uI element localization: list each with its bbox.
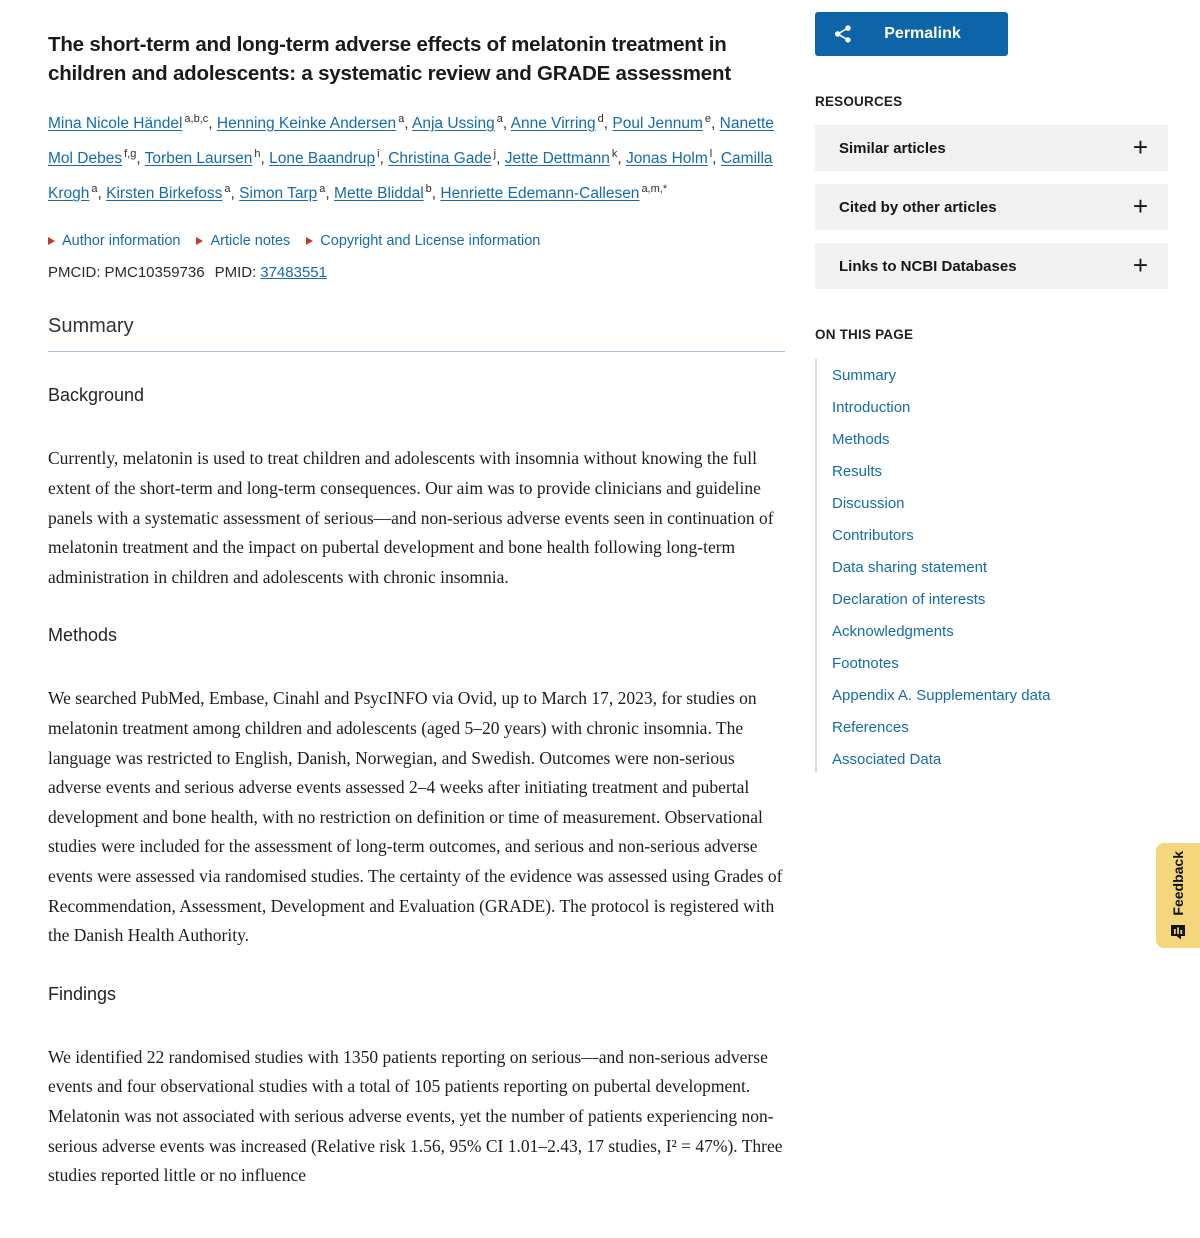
author-link[interactable]: Jette Dettmann [504,150,610,168]
meta-link-copyright-and-license-information[interactable] [306,233,540,249]
author-affiliation-sup: a,m,* [641,183,668,196]
author-affiliation-sup: a [496,113,503,125]
author-affiliation-sup: a [398,113,405,125]
section-paragraph-background: Currently, melatonin is used to treat children and adolescents with insomnia without knowing the full extent of the short-term and long-term consequences. Our aim was to provide clinicians and guideline panels with a systematic assessment of serious—and non-serious adverse events seen in continuation of melatonin treatment and the impact on pubertal development and bone health following long-term administration in children and adolescents with chronic insomnia. [48,448,774,587]
author-link[interactable]: Anne Virring [510,115,596,133]
author-affiliation-sup: a [91,183,98,196]
nav-item-data-sharing-statement[interactable]: Data sharing statement [832,559,988,576]
permalink-button[interactable] [815,12,1008,56]
nav-item-footnotes[interactable]: Footnotes [832,655,899,672]
feedback-label: Feedback [1170,850,1186,916]
accordion-links-to-ncbi-databases[interactable] [815,243,1168,289]
author-affiliation-sup: h [254,148,261,161]
pmcid-label: PMCID: [48,264,101,282]
pmcid-value: PMC10359736 [104,264,205,282]
red-triangle-arrow-icon [48,237,55,245]
author-affiliation-sup: j [493,148,497,161]
article-meta-links [48,233,785,249]
author-link[interactable]: Christina Gade [388,150,492,168]
nav-item-declaration-of-interests[interactable]: Declaration of interests [832,591,986,608]
nav-item-acknowledgments[interactable]: Acknowledgments [832,623,954,640]
author-link[interactable]: Torben Laursen [144,150,253,168]
section-heading-findings: Findings [48,983,117,1004]
author-link[interactable]: Kirsten Birkefoss [106,185,223,203]
article-ids [48,264,785,281]
nav-item-summary[interactable]: Summary [832,367,897,384]
summary-heading: Summary [48,315,785,352]
plus-icon: + [1132,190,1148,221]
author-link[interactable]: Lone Baandrup [269,150,376,168]
author-affiliation-sup: d [597,113,604,125]
author-link[interactable]: Poul Jennum [612,115,703,133]
nav-item-introduction[interactable]: Introduction [832,399,911,416]
on-this-page-heading: ON THIS PAGE [815,327,914,342]
author-link[interactable]: Mette Bliddal [334,185,424,203]
meta-link-article-notes[interactable] [196,233,290,249]
author-link[interactable]: Simon Tarp [239,185,318,203]
author-affiliation-sup: f,g [124,148,137,161]
feedback-tab[interactable] [1156,843,1200,948]
nav-item-associated-data[interactable]: Associated Data [832,751,942,768]
meta-link-author-information[interactable] [48,233,180,249]
nav-item-references[interactable]: References [832,719,909,736]
section-paragraph-methods: We searched PubMed, Embase, Cinahl and PsycINFO via Ovid, up to March 17, 2023, for studies on melatonin treatment among children and adolescents (aged 5–20 years) with chronic insomnia. The language was restricted to English, Danish, Norwegian, and Swedish. Outcomes were non-serious adverse events and serious adverse events assessed 2–4 weeks after initiating treatment and pubertal development and bone health, with no restriction on definition or time of measurement. Observational studies were included for the assessment of long-term outcomes, and serious and non-serious adverse events were assessed via randomised studies. The certainty of the evidence was assessed using Grades of Recommendation, Assessment, Development and Evaluation (GRADE). The protocol is registered with the Danish Health Authority. [48,688,783,946]
nav-item-methods[interactable]: Methods [832,431,890,448]
author-list: Mina Nicole Händel $^{a,b,c}$, Henning Keinke Andersen $^a$, Anja Ussing $^a$, Anne Virring $^d$, Poul Jennum $^e$, Nanette Mol Debes $^{f,g}$, Torben Laursen $^h$, Lone Baandrup $^i$, Christina Gade $^j$, Jette Dettmann $^k$, Jonas Holm $^l$, Camilla Krogh $^a$, Kirsten Birkefoss $^a$, Simon Tarp $^a$, Mette Bliddal $^b$, Henriette Edemann-Callesen $^{a,m,*}$ [48,113,774,203]
pmid-label: PMID: [214,264,257,282]
section-heading-background: Background [48,385,145,406]
feedback-icon [1170,924,1186,940]
meta-link-label: Author information [62,233,181,250]
author-affiliation-sup: b [425,183,432,196]
nav-item-contributors[interactable]: Contributors [832,527,914,544]
resources-accordions [815,125,1168,289]
author-link[interactable]: Anja Ussing [412,115,495,133]
nav-item-discussion[interactable]: Discussion [832,495,905,512]
article-title: The short-term and long-term adverse effects of melatonin treatment in children and adolescents: a systematic review and GRADE assessment [48,33,731,85]
accordion-label: Cited by other articles [839,198,997,216]
author-link[interactable]: Henriette Edemann-Callesen [440,185,640,203]
share-icon [833,24,853,44]
meta-link-label: Copyright and License information [320,233,541,250]
red-triangle-arrow-icon [196,237,203,245]
author-link[interactable]: Nanette Mol Debes [48,115,774,168]
section-paragraph-findings: We identified 22 randomised studies with 1350 patients reporting on serious—and non-serious adverse events and four observational studies with a total of 105 patients reporting on pubertal development. Melatonin was not associated with serious adverse events, yet the number of patients experiencing non-serious adverse events was increased (Relative risk 1.56, 95% CI 1.01–2.43, 17 studies, I² = 47%). Three studies reported little or no influence [48,1046,783,1186]
author-link[interactable]: Mina Nicole Händel [48,115,183,133]
meta-link-label: Article notes [210,233,291,250]
author-affiliation-sup: a,b,c [184,113,209,125]
author-affiliation-sup: k [611,148,618,161]
author-link[interactable]: Camilla Krogh [48,150,773,203]
author-link[interactable]: Henning Keinke Andersen [216,115,397,133]
accordion-label: Similar articles [839,139,946,157]
plus-icon: + [1132,249,1148,280]
pmid-link[interactable]: 37483551 [260,264,327,282]
author-affiliation-sup: l [709,148,713,161]
plus-icon: + [1132,131,1148,162]
red-triangle-arrow-icon [306,237,313,245]
nav-item-results[interactable]: Results [832,463,883,480]
author-link[interactable]: Jonas Holm [625,150,708,168]
author-affiliation-sup: e [704,113,712,125]
article-main [48,30,785,1191]
permalink-label: Permalink [884,25,961,42]
accordion-similar-articles[interactable] [815,125,1168,171]
accordion-cited-by-other-articles[interactable] [815,184,1168,230]
author-affiliation-sup: a [319,183,326,196]
author-affiliation-sup: a [224,183,231,196]
author-affiliation-sup: i [377,148,380,161]
nav-item-appendix-a-supplementary-data[interactable]: Appendix A. Supplementary data [832,687,1051,704]
summary-sections [48,385,785,1190]
section-heading-methods: Methods [48,625,118,646]
on-this-page-nav [815,359,1168,772]
accordion-label: Links to NCBI Databases [839,257,1017,275]
sidebar [815,12,1168,772]
resources-heading: RESOURCES [815,94,903,109]
